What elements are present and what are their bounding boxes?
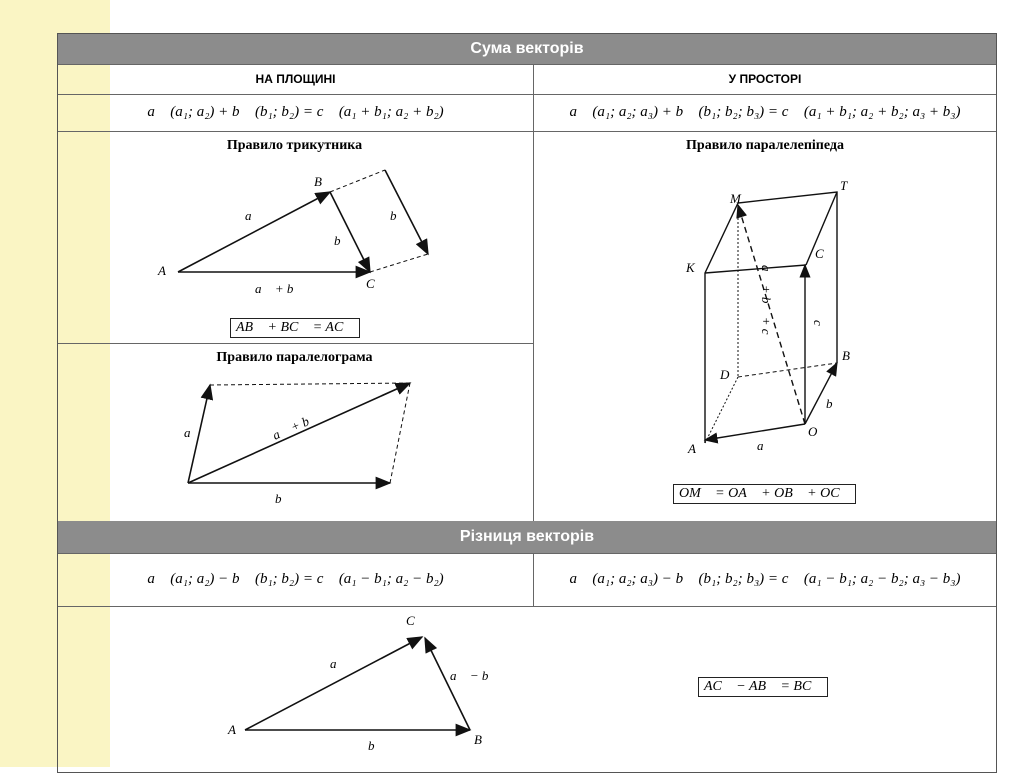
label-C: C <box>366 276 375 291</box>
label-a: a⃗ <box>757 438 774 453</box>
triangle-equation: AB⃗ + BC⃗ = AC⃗ <box>230 318 360 338</box>
label-b: b⃗ <box>368 738 385 753</box>
triangle-rule-title: Правило трикутника <box>226 138 363 153</box>
label-b: b⃗ <box>334 233 351 248</box>
label-D: D <box>720 367 730 382</box>
label-a-minus-b: a⃗ − b⃗ <box>450 668 499 683</box>
difference-equation: AC⃗ − AB⃗ = BC⃗ <box>698 677 828 697</box>
label-T: T <box>840 178 848 193</box>
label-O: O <box>808 424 818 439</box>
label-b: b⃗ <box>826 396 843 411</box>
label-A: A <box>688 441 696 456</box>
sum-formula-space: a⃗ (a₁; a₂; a₃) + b⃗ (b₁; b₂; b₃) = c⃗ (a₁ + b₁; a₂ + b₂; a₃ + b₃) <box>569 104 961 120</box>
difference-diagram <box>245 637 470 730</box>
label-b: b⃗ <box>390 208 407 223</box>
label-B: B <box>474 732 482 747</box>
diff-formula-space: a⃗ (a₁; a₂; a₃) − b⃗ (b₁; b₂; b₃) = c⃗ (a₁ − b₁; a₂ − b₂; a₃ − b₃) <box>569 571 961 587</box>
parallelogram-diagram <box>188 383 410 483</box>
label-C: C <box>815 246 824 261</box>
label-a-plus-b: a⃗ + b⃗ <box>270 409 321 443</box>
sum-header: Сума векторів <box>58 34 996 65</box>
parallelepiped-rule-title: Правило паралелепіпеда <box>686 138 844 153</box>
diff-formula-plane: a⃗ (a₁; a₂) − b⃗ (b₁; b₂) = c⃗ (a₁ − b₁; a₂ − b₂) <box>147 571 444 587</box>
label-A: A <box>158 263 166 278</box>
label-a-plus-b: a⃗ + b⃗ <box>255 281 304 296</box>
col-space: У ПРОСТОРІ <box>728 72 802 86</box>
label-A: A <box>228 722 236 737</box>
sum-formula-plane: a⃗ (a₁; a₂) + b⃗ (b₁; b₂) = c⃗ (a₁ + b₁; a₂ + b₂) <box>147 104 444 120</box>
parallelogram-rule-title: Правило паралелограма <box>216 350 373 365</box>
label-M: M <box>730 191 741 206</box>
parallelepiped-equation: OM⃗ = OA⃗ + OB⃗ + OC⃗ <box>673 484 856 504</box>
diff-header: Різниця векторів <box>58 521 996 554</box>
label-a: a⃗ <box>245 208 262 223</box>
label-a-plus-b-plus-c: a⃗ + b⃗ + c⃗ <box>759 265 774 345</box>
label-a: a⃗ <box>184 425 201 440</box>
label-B: B <box>314 174 322 189</box>
label-B: B <box>842 348 850 363</box>
label-C: C <box>406 613 415 628</box>
label-a: a⃗ <box>330 656 347 671</box>
col-plane: НА ПЛОЩИНІ <box>255 72 336 86</box>
label-c: c⃗ <box>811 320 826 336</box>
label-K: K <box>686 260 695 275</box>
label-b: b⃗ <box>275 491 292 506</box>
